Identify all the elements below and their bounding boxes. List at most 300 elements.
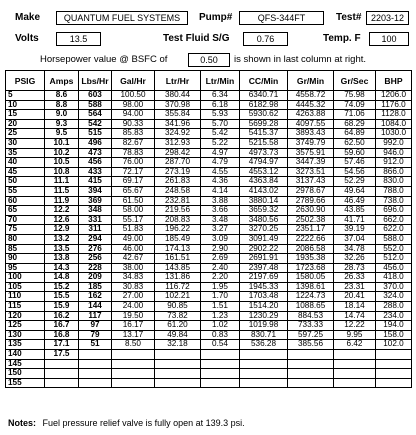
cell-gal-hr: 94.00 (112, 110, 155, 120)
cell-ltr-hr: 49.84 (155, 330, 201, 340)
cell-bhp (376, 369, 412, 379)
cell-gal-hr: 78.83 (112, 148, 155, 158)
cell-gr-min: 2222.66 (288, 234, 334, 244)
cell-gr-sec: 26.33 (334, 273, 376, 283)
cell-ltr-hr: 161.51 (155, 254, 201, 264)
cell-bhp: 866.0 (376, 167, 412, 177)
cell-ltr-min: 1.70 (201, 292, 240, 302)
cell-bhp: 158.0 (376, 330, 412, 340)
column-header-gr-sec: Gr/Sec (334, 71, 376, 91)
cell-cc-min: 2397.48 (240, 263, 288, 273)
cell-cc-min (240, 378, 288, 388)
table-row (6, 91, 412, 101)
cell-gr-sec: 37.04 (334, 234, 376, 244)
cell-ltr-min: 1.23 (201, 311, 240, 321)
table-row (6, 350, 412, 360)
cell-amps: 11.9 (45, 196, 79, 206)
cell-gr-min: 385.56 (288, 340, 334, 350)
cell-cc-min: 4143.02 (240, 186, 288, 196)
cell-gr-sec: 57.46 (334, 158, 376, 168)
cell-ltr-hr: 232.81 (155, 196, 201, 206)
cell-gal-hr: 55.17 (112, 215, 155, 225)
cell-gr-sec: 41.71 (334, 215, 376, 225)
cell-psig: 35 (6, 148, 45, 158)
cell-cc-min: 1703.48 (240, 292, 288, 302)
cell-amps: 12.9 (45, 225, 79, 235)
cell-ltr-hr: 32.18 (155, 340, 201, 350)
cell-lbs-hr (79, 359, 112, 369)
cell-gr-min: 3749.79 (288, 138, 334, 148)
table-row (6, 330, 412, 340)
cell-gr-min: 4097.55 (288, 119, 334, 129)
cell-lbs-hr: 209 (79, 273, 112, 283)
cell-lbs-hr (79, 350, 112, 360)
cell-ltr-hr (155, 350, 201, 360)
cell-lbs-hr: 542 (79, 119, 112, 129)
cell-ltr-min: 1.95 (201, 282, 240, 292)
cell-gr-sec (334, 378, 376, 388)
cell-psig: 155 (6, 378, 45, 388)
cell-psig: 40 (6, 158, 45, 168)
cell-ltr-hr: 261.83 (155, 177, 201, 187)
cell-psig: 115 (6, 302, 45, 312)
cell-ltr-hr (155, 369, 201, 379)
cell-ltr-hr: 196.22 (155, 225, 201, 235)
cell-gr-sec: 20.41 (334, 292, 376, 302)
cell-psig: 75 (6, 225, 45, 235)
cell-psig: 65 (6, 206, 45, 216)
cell-lbs-hr: 394 (79, 186, 112, 196)
cell-ltr-hr: 90.85 (155, 302, 201, 312)
cell-ltr-hr: 73.82 (155, 311, 201, 321)
cell-ltr-hr: 131.86 (155, 273, 201, 283)
cell-cc-min: 3659.32 (240, 206, 288, 216)
table-row (6, 311, 412, 321)
cell-ltr-hr: 116.72 (155, 282, 201, 292)
table-row (6, 186, 412, 196)
volts-field[interactable]: 13.5 (56, 32, 101, 46)
cell-ltr-min: 4.97 (201, 148, 240, 158)
cell-amps: 10.5 (45, 158, 79, 168)
cell-cc-min: 2902.22 (240, 244, 288, 254)
cell-gr-sec (334, 369, 376, 379)
cell-bhp: 324.0 (376, 292, 412, 302)
cell-amps: 13.5 (45, 244, 79, 254)
cell-psig: 130 (6, 330, 45, 340)
cell-gr-min: 3575.91 (288, 148, 334, 158)
table-row (6, 263, 412, 273)
cell-gal-hr: 98.00 (112, 100, 155, 110)
cell-ltr-min: 5.42 (201, 129, 240, 139)
cell-amps: 17.1 (45, 340, 79, 350)
pump-field[interactable]: QFS-344FT (239, 11, 324, 25)
table-row (6, 273, 412, 283)
cell-amps: 8.8 (45, 100, 79, 110)
cell-ltr-min (201, 378, 240, 388)
cell-amps (45, 378, 79, 388)
cell-gr-sec: 14.74 (334, 311, 376, 321)
table-row (6, 129, 412, 139)
cell-gr-sec: 28.73 (334, 263, 376, 273)
cell-gr-sec (334, 359, 376, 369)
cell-amps: 15.9 (45, 302, 79, 312)
cell-gal-hr (112, 378, 155, 388)
cell-gr-sec: 75.98 (334, 91, 376, 101)
cell-psig: 15 (6, 110, 45, 120)
cell-gr-sec: 54.56 (334, 167, 376, 177)
cell-ltr-min: 1.51 (201, 302, 240, 312)
cell-ltr-min: 3.09 (201, 234, 240, 244)
cell-psig: 100 (6, 273, 45, 283)
cell-gr-min: 4445.32 (288, 100, 334, 110)
cell-gr-sec (334, 350, 376, 360)
cell-ltr-hr (155, 359, 201, 369)
hp-prefix: Horsepower value @ BSFC of (40, 54, 168, 65)
table-row (6, 359, 412, 369)
cell-cc-min: 536.28 (240, 340, 288, 350)
cell-gr-sec: 39.19 (334, 225, 376, 235)
cell-psig: 25 (6, 129, 45, 139)
test-fluid-label: Test Fluid S/G (163, 33, 230, 44)
cell-cc-min: 5215.58 (240, 138, 288, 148)
cell-ltr-hr: 185.49 (155, 234, 201, 244)
cell-gr-sec: 49.64 (334, 186, 376, 196)
cell-bhp: 288.0 (376, 302, 412, 312)
cell-amps: 8.6 (45, 91, 79, 101)
cell-gr-sec: 12.22 (334, 321, 376, 331)
cell-ltr-hr: 208.83 (155, 215, 201, 225)
table-row (6, 158, 412, 168)
table-body (6, 91, 412, 388)
cell-gal-hr: 46.00 (112, 244, 155, 254)
cell-bhp: 1030.0 (376, 129, 412, 139)
cell-psig: 70 (6, 215, 45, 225)
cell-gal-hr: 30.83 (112, 282, 155, 292)
cell-gr-min: 4263.88 (288, 110, 334, 120)
cell-cc-min: 4553.12 (240, 167, 288, 177)
cell-lbs-hr: 369 (79, 196, 112, 206)
cell-lbs-hr: 473 (79, 148, 112, 158)
cell-gr-min: 3447.39 (288, 158, 334, 168)
cell-ltr-min: 4.55 (201, 167, 240, 177)
cell-cc-min: 1514.20 (240, 302, 288, 312)
cell-gr-min: 1088.65 (288, 302, 334, 312)
cell-gr-sec: 52.29 (334, 177, 376, 187)
cell-lbs-hr: 515 (79, 129, 112, 139)
cell-bhp: 102.0 (376, 340, 412, 350)
cell-bhp: 588.0 (376, 234, 412, 244)
cell-gal-hr: 61.50 (112, 196, 155, 206)
cell-cc-min: 3880.14 (240, 196, 288, 206)
table-row (6, 177, 412, 187)
cell-ltr-min: 1.02 (201, 321, 240, 331)
cell-ltr-hr: 174.13 (155, 244, 201, 254)
test-field[interactable]: 2203-12 (366, 11, 409, 25)
cell-ltr-min: 2.69 (201, 254, 240, 264)
cell-gr-min: 1935.38 (288, 254, 334, 264)
column-header-amps: Amps (45, 71, 79, 91)
cell-lbs-hr: 276 (79, 244, 112, 254)
cell-bhp: 418.0 (376, 273, 412, 283)
cell-gal-hr: 16.17 (112, 321, 155, 331)
cell-gr-sec: 71.06 (334, 110, 376, 120)
cell-psig: 120 (6, 311, 45, 321)
cell-ltr-hr: 273.19 (155, 167, 201, 177)
cell-amps: 12.2 (45, 206, 79, 216)
cell-ltr-hr: 324.92 (155, 129, 201, 139)
cell-bhp: 738.0 (376, 196, 412, 206)
cell-psig: 105 (6, 282, 45, 292)
cell-lbs-hr: 311 (79, 225, 112, 235)
cell-gal-hr: 34.83 (112, 273, 155, 283)
cell-bhp: 234.0 (376, 311, 412, 321)
cell-gal-hr: 49.00 (112, 234, 155, 244)
cell-ltr-min: 6.18 (201, 100, 240, 110)
cell-gr-sec: 59.60 (334, 148, 376, 158)
cell-gal-hr (112, 350, 155, 360)
cell-ltr-min (201, 359, 240, 369)
cell-gr-min: 1580.05 (288, 273, 334, 283)
cell-bhp: 788.0 (376, 186, 412, 196)
cell-gr-min (288, 350, 334, 360)
cell-amps: 15.5 (45, 292, 79, 302)
cell-lbs-hr: 79 (79, 330, 112, 340)
cell-gr-min: 2086.58 (288, 244, 334, 254)
cell-cc-min: 3091.49 (240, 234, 288, 244)
table-row (6, 302, 412, 312)
cell-psig: 110 (6, 292, 45, 302)
cell-amps: 10.1 (45, 138, 79, 148)
cell-psig: 20 (6, 119, 45, 129)
cell-bhp: 992.0 (376, 138, 412, 148)
cell-ltr-hr: 219.56 (155, 206, 201, 216)
cell-cc-min (240, 359, 288, 369)
cell-lbs-hr: 185 (79, 282, 112, 292)
cell-cc-min: 830.71 (240, 330, 288, 340)
cell-gr-sec: 43.85 (334, 206, 376, 216)
cell-cc-min: 5930.62 (240, 110, 288, 120)
flow-table (5, 70, 412, 388)
cell-ltr-min: 5.70 (201, 119, 240, 129)
cell-amps: 14.8 (45, 273, 79, 283)
cell-lbs-hr (79, 378, 112, 388)
test-label: Test# (336, 12, 362, 23)
cell-ltr-min: 0.54 (201, 340, 240, 350)
cell-ltr-hr: 370.98 (155, 100, 201, 110)
table-row (6, 378, 412, 388)
cell-bhp: 1084.0 (376, 119, 412, 129)
cell-psig: 150 (6, 369, 45, 379)
cell-gr-min: 3273.51 (288, 167, 334, 177)
cell-bhp: 912.0 (376, 158, 412, 168)
cell-bhp: 512.0 (376, 254, 412, 264)
cell-lbs-hr: 456 (79, 158, 112, 168)
cell-bhp: 622.0 (376, 225, 412, 235)
cell-amps: 9.0 (45, 110, 79, 120)
notes-label: Notes: (8, 418, 37, 428)
cell-gal-hr: 90.33 (112, 119, 155, 129)
cell-ltr-min: 3.88 (201, 196, 240, 206)
cell-gr-sec: 62.50 (334, 138, 376, 148)
table-row (6, 292, 412, 302)
cell-ltr-min (201, 350, 240, 360)
table-row (6, 206, 412, 216)
cell-amps (45, 359, 79, 369)
cell-ltr-min: 3.48 (201, 215, 240, 225)
cell-amps: 17.5 (45, 350, 79, 360)
cell-gr-min: 2630.90 (288, 206, 334, 216)
bsfc-field[interactable]: 0.50 (188, 53, 230, 67)
cell-bhp: 1176.0 (376, 100, 412, 110)
cell-cc-min: 3480.56 (240, 215, 288, 225)
table-row (6, 225, 412, 235)
cell-gr-sec: 46.49 (334, 196, 376, 206)
cell-lbs-hr: 51 (79, 340, 112, 350)
cell-gr-min (288, 359, 334, 369)
cell-psig: 30 (6, 138, 45, 148)
cell-amps: 13.8 (45, 254, 79, 264)
notes (8, 418, 245, 428)
cell-lbs-hr: 603 (79, 91, 112, 101)
table-row (6, 100, 412, 110)
cell-psig: 60 (6, 196, 45, 206)
cell-psig: 10 (6, 100, 45, 110)
cell-ltr-min: 3.66 (201, 206, 240, 216)
cell-bhp (376, 378, 412, 388)
cell-lbs-hr: 433 (79, 167, 112, 177)
table-row (6, 148, 412, 158)
cell-cc-min: 6182.98 (240, 100, 288, 110)
cell-gr-min: 597.25 (288, 330, 334, 340)
cell-cc-min: 4363.84 (240, 177, 288, 187)
cell-cc-min: 4973.73 (240, 148, 288, 158)
cell-ltr-hr: 102.21 (155, 292, 201, 302)
cell-cc-min: 2197.69 (240, 273, 288, 283)
cell-gr-min (288, 369, 334, 379)
cell-lbs-hr: 117 (79, 311, 112, 321)
cell-ltr-min: 5.22 (201, 138, 240, 148)
cell-gal-hr: 85.83 (112, 129, 155, 139)
table-row (6, 234, 412, 244)
cell-bhp: 1206.0 (376, 91, 412, 101)
cell-gal-hr: 27.00 (112, 292, 155, 302)
cell-gr-sec: 9.95 (334, 330, 376, 340)
cell-lbs-hr: 228 (79, 263, 112, 273)
cell-bhp: 830.0 (376, 177, 412, 187)
volts-label: Volts (15, 33, 39, 44)
cell-lbs-hr: 331 (79, 215, 112, 225)
table-row (6, 254, 412, 264)
cell-psig: 140 (6, 350, 45, 360)
column-header-psig: PSIG (6, 71, 45, 91)
table-row (6, 282, 412, 292)
cell-psig: 95 (6, 263, 45, 273)
cell-gr-min: 3137.43 (288, 177, 334, 187)
table-row (6, 215, 412, 225)
cell-amps: 11.5 (45, 186, 79, 196)
cell-ltr-min: 4.14 (201, 186, 240, 196)
cell-bhp: 946.0 (376, 148, 412, 158)
cell-ltr-hr: 341.96 (155, 119, 201, 129)
cell-cc-min: 6340.71 (240, 91, 288, 101)
cell-amps: 10.2 (45, 148, 79, 158)
table-row (6, 369, 412, 379)
cell-bhp: 696.0 (376, 206, 412, 216)
cell-gr-min: 2502.38 (288, 215, 334, 225)
column-header-bhp: BHP (376, 71, 412, 91)
cell-gr-min: 884.53 (288, 311, 334, 321)
temp-label: Temp. F (323, 33, 361, 44)
cell-cc-min: 1230.29 (240, 311, 288, 321)
cell-lbs-hr: 162 (79, 292, 112, 302)
cell-cc-min: 3270.25 (240, 225, 288, 235)
cell-amps: 10.8 (45, 167, 79, 177)
cell-cc-min (240, 350, 288, 360)
cell-psig: 125 (6, 321, 45, 331)
cell-gr-min (288, 378, 334, 388)
cell-gr-min: 2789.66 (288, 196, 334, 206)
cell-gr-sec: 68.29 (334, 119, 376, 129)
cell-ltr-hr: 298.42 (155, 148, 201, 158)
column-header-gal-hr: Gal/Hr (112, 71, 155, 91)
cell-psig: 145 (6, 359, 45, 369)
cell-bhp: 456.0 (376, 263, 412, 273)
temp-field[interactable]: 100 (369, 32, 409, 46)
cell-gr-sec: 74.09 (334, 100, 376, 110)
cell-lbs-hr: 496 (79, 138, 112, 148)
cell-gal-hr: 24.00 (112, 302, 155, 312)
column-header-ltr-min: Ltr/Min (201, 71, 240, 91)
cell-ltr-min: 5.93 (201, 110, 240, 120)
cell-ltr-min: 4.79 (201, 158, 240, 168)
cell-psig: 5 (6, 91, 45, 101)
pump-label: Pump# (199, 12, 233, 23)
cell-bhp: 662.0 (376, 215, 412, 225)
cell-bhp: 194.0 (376, 321, 412, 331)
cell-amps: 16.2 (45, 311, 79, 321)
cell-ltr-hr: 312.93 (155, 138, 201, 148)
make-field[interactable]: QUANTUM FUEL SYSTEMS (56, 11, 188, 25)
cell-lbs-hr: 294 (79, 234, 112, 244)
cell-amps: 16.7 (45, 321, 79, 331)
cell-amps: 15.2 (45, 282, 79, 292)
cell-lbs-hr: 144 (79, 302, 112, 312)
cell-gal-hr (112, 359, 155, 369)
cell-psig: 85 (6, 244, 45, 254)
column-header-gr-min: Gr/Min (288, 71, 334, 91)
cell-ltr-min: 0.83 (201, 330, 240, 340)
cell-gal-hr: 51.83 (112, 225, 155, 235)
cell-gal-hr: 19.50 (112, 311, 155, 321)
test-fluid-field[interactable]: 0.76 (243, 32, 288, 46)
cell-ltr-min: 2.20 (201, 273, 240, 283)
cell-amps: 14.3 (45, 263, 79, 273)
cell-gr-min: 1224.73 (288, 292, 334, 302)
cell-psig: 50 (6, 177, 45, 187)
cell-gal-hr: 76.00 (112, 158, 155, 168)
cell-gal-hr: 8.50 (112, 340, 155, 350)
table-row (6, 110, 412, 120)
cell-gr-sec: 23.31 (334, 282, 376, 292)
cell-lbs-hr: 256 (79, 254, 112, 264)
table-row (6, 340, 412, 350)
cell-lbs-hr (79, 369, 112, 379)
column-header-cc-min: CC/Min (240, 71, 288, 91)
hp-suffix: is shown in last column at right. (234, 54, 367, 65)
cell-psig: 45 (6, 167, 45, 177)
cell-ltr-min (201, 369, 240, 379)
cell-lbs-hr: 348 (79, 206, 112, 216)
